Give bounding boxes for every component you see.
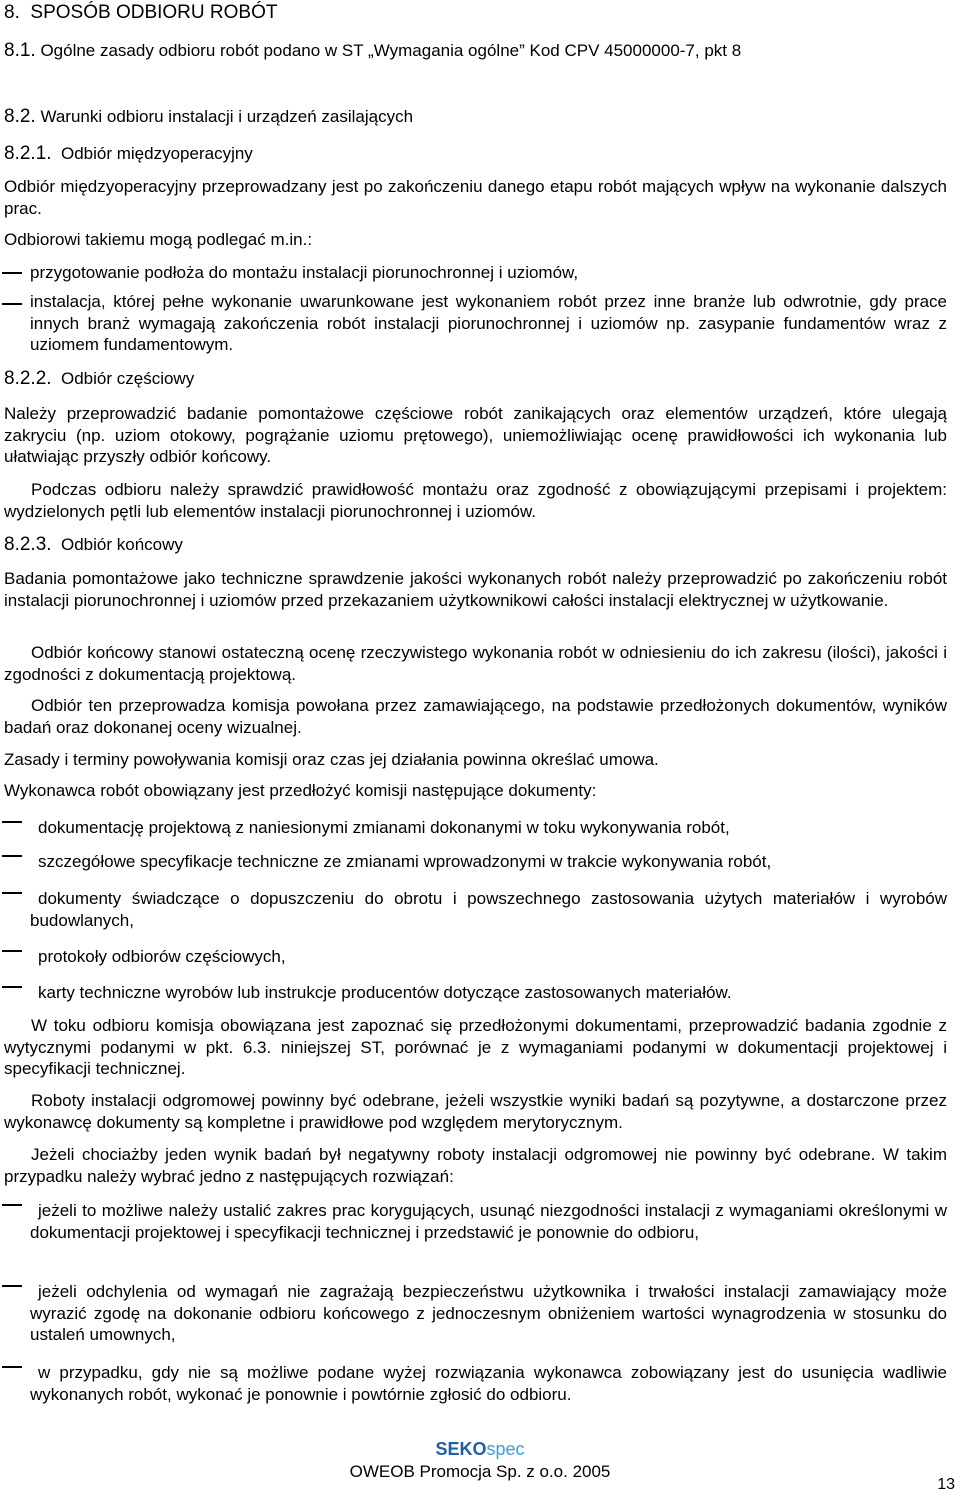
logo-seko-text: SEKO: [435, 1439, 487, 1459]
dash-bullet: [2, 821, 22, 823]
dash-bullet: [2, 986, 22, 988]
logo-spec-text: spec: [486, 1439, 525, 1459]
section-number: 8.: [4, 2, 20, 23]
section-title: Odbiór końcowy: [61, 535, 183, 554]
list-item: w przypadku, gdy nie są możliwe podane wyżej rozwiązania wykonawca zobowiązany jest do usunięcia wadliwie wykonanych robót, wykonać je ponownie i powtórnie zgłosić do odbioru.: [30, 1363, 947, 1404]
dash-bullet: [2, 272, 22, 274]
paragraph: Zasady i terminy powoływania komisji oraz czas jej działania powinna określać umowa.: [4, 750, 659, 769]
paragraph: Jeżeli chociażby jeden wynik badań był negatywny roboty instalacji odgromowej nie powinny być odebrane. W takim przypadku należy wybrać jedno z następujących rozwiązań:: [4, 1145, 947, 1186]
section-title: SPOSÓB ODBIORU ROBÓT: [30, 2, 278, 23]
paragraph: Odbiór ten przeprowadza komisja powołana przez zamawiającego, na podstawie przedłożonych dokumentów, wyników badań oraz dokonanej oceny wizualnej.: [4, 696, 947, 737]
section-8-heading: [4, 2, 947, 24]
paragraph: Roboty instalacji odgromowej powinny być odebrane, jeżeli wszystkie wyniki badań są pozytywne, a dostarczone przez wykonawcę dokumenty są kompletne i prawidłowe pod względem merytorycznym.: [4, 1091, 947, 1132]
dash-bullet: [2, 1285, 22, 1287]
paragraph: Odbiór międzyoperacyjny przeprowadzany jest po zakończeniu danego etapu robót mających wpływ na wykonanie dalszych prac.: [4, 177, 947, 218]
dash-bullet: [2, 303, 22, 305]
list-item: instalacja, której pełne wykonanie uwarunkowane jest wykonaniem robót przez inne branże lub odwrotnie, gdy prace innych branż wymagają zakończenia robót instalacji piorunochronnej i uziomów np. zasypanie fundamentów wraz z uziomem fundamentowym.: [30, 292, 947, 354]
section-8-2-1-heading: [4, 143, 947, 165]
section-number: 8.1.: [4, 40, 36, 61]
dash-bullet: [2, 855, 22, 857]
section-8-2-2-heading: [4, 368, 947, 390]
dash-bullet: [2, 1204, 22, 1206]
paragraph: W toku odbioru komisja obowiązana jest zapoznać się przedłożonymi dokumentami, przeprowadzić badania zgodnie z wytycznymi podanymi w pkt. 6.3. niniejszej ST, porównać je z wymaganiami podanymi w dokumentacji projektowej i specyfikacji technicznej.: [4, 1016, 947, 1078]
paragraph: Podczas odbioru należy sprawdzić prawidłowość montażu oraz zgodność z obowiązującymi przepisami i projektem: wydzielonych pętli lub elementów instalacji piorunochronnej i uziomów.: [4, 480, 947, 521]
section-8-2: [4, 106, 947, 128]
list-item: jeżeli to możliwe należy ustalić zakres prac korygujących, usunąć niezgodności instalacji z wymaganiami określonymi w dokumentacji projektowej i specyfikacji technicznej i przedstawić je ponownie do odbioru,: [30, 1201, 947, 1242]
section-8-2-3-heading: [4, 534, 947, 556]
section-title: Odbiór międzyoperacyjny: [61, 144, 253, 163]
section-text: Warunki odbioru instalacji i urządzeń zasilających: [40, 107, 414, 126]
list-item: protokoły odbiorów częściowych,: [38, 947, 286, 966]
list-item: przygotowanie podłoża do montażu instalacji piorunochronnej i uziomów,: [30, 263, 579, 282]
list-item: dokumentację projektową z naniesionymi zmianami dokonanymi w toku wykonywania robót,: [38, 818, 730, 837]
section-number: 8.2.1.: [4, 143, 52, 164]
sekospec-logo: [0, 1439, 960, 1461]
section-number: 8.2.: [4, 106, 36, 127]
paragraph: Należy przeprowadzić badanie pomontażowe częściowe robót zanikających oraz elementów urządzeń, które ulegają zakryciu (np. uziom otokowy, pogrążanie uziomu prętowego), uniemożliwiając ocenę prawidłowości ich wykonania lub ułatwiając przyszły odbiór końcowy.: [4, 404, 947, 466]
paragraph: Badania pomontażowe jako techniczne sprawdzenie jakości wykonanych robót należy przeprowadzić po zakończeniu robót instalacji piorunochronnej i uziomów przed przekazaniem użytkownikowi całości instalacji elektrycznej w użytkowanie.: [4, 569, 947, 610]
footer-company: OWEOB Promocja Sp. z o.o. 2005: [349, 1462, 611, 1481]
section-number: 8.2.2.: [4, 368, 52, 389]
paragraph: Wykonawca robót obowiązany jest przedłożyć komisji następujące dokumenty:: [4, 781, 597, 800]
paragraph: Odbiór końcowy stanowi ostateczną ocenę rzeczywistego wykonania robót w odniesieniu do ich zakresu (ilości), jakości i zgodności z dokumentacją projektową.: [4, 643, 947, 684]
paragraph: Odbiorowi takiemu mogą podlegać m.in.:: [4, 230, 313, 249]
list-item: szczegółowe specyfikacje techniczne ze zmianami wprowadzonymi w trakcie wykonywania robót,: [38, 852, 772, 871]
section-8-1: [4, 40, 947, 62]
list-item: dokumenty świadczące o dopuszczeniu do obrotu i powszechnego zastosowania użytych materiałów i wyrobów budowlanych,: [30, 889, 947, 930]
dash-bullet: [2, 1366, 22, 1368]
section-title: Odbiór częściowy: [61, 369, 195, 388]
list-item: karty techniczne wyrobów lub instrukcje producentów dotyczące zastosowanych materiałów.: [38, 983, 732, 1002]
dash-bullet: [2, 950, 22, 952]
section-text: Ogólne zasady odbioru robót podano w ST „Wymagania ogólne” Kod CPV 45000000-7, pkt 8: [40, 41, 742, 60]
list-item: jeżeli odchylenia od wymagań nie zagrażają bezpieczeństwu użytkownika i trwałości instalacji zamawiający może wyrazić zgodę na dokonanie odbioru końcowego z jednoczesnym obniżeniem wartości wynagrodzenia w stosunku do ustaleń umownych,: [30, 1282, 947, 1344]
dash-bullet: [2, 892, 22, 894]
page-number: 13: [937, 1476, 955, 1493]
section-number: 8.2.3.: [4, 534, 52, 555]
